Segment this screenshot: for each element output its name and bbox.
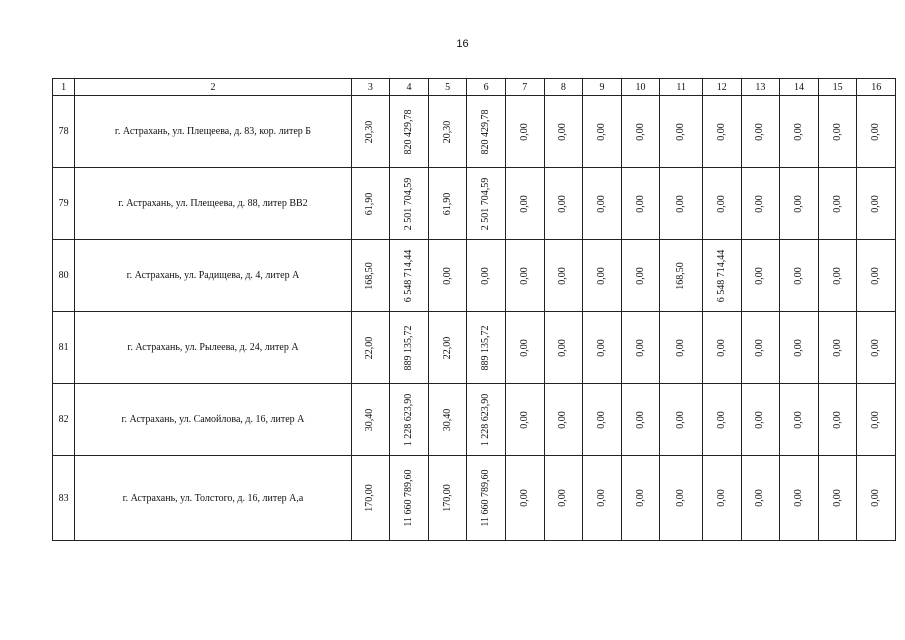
row-number: 80 bbox=[53, 240, 75, 312]
row-number: 83 bbox=[53, 456, 75, 541]
value-cell: 6 548 714,44 bbox=[715, 249, 727, 302]
column-header: 3 bbox=[351, 79, 390, 96]
value-cell: 2 501 704,59 bbox=[480, 177, 492, 230]
value-cell: 168,50 bbox=[364, 261, 376, 290]
value-cell: 0,00 bbox=[754, 266, 766, 285]
value-cell: 0,00 bbox=[595, 410, 607, 429]
value-cell: 0,00 bbox=[675, 489, 687, 507]
value-cell: 0,00 bbox=[480, 266, 492, 285]
value-cell: 0,00 bbox=[518, 266, 530, 285]
column-header: 14 bbox=[780, 79, 819, 96]
value-cell: 0,00 bbox=[675, 410, 687, 429]
page-number: 16 bbox=[456, 38, 469, 50]
value-cell: 889 135,72 bbox=[480, 325, 492, 370]
value-cell: 0,00 bbox=[754, 338, 766, 357]
value-cell: 0,00 bbox=[831, 194, 843, 213]
value-cell: 0,00 bbox=[675, 338, 687, 357]
row-number: 81 bbox=[53, 312, 75, 384]
value-cell: 0,00 bbox=[557, 122, 569, 141]
value-cell: 0,00 bbox=[870, 194, 882, 213]
value-cell: 0,00 bbox=[870, 266, 882, 285]
value-cell: 0,00 bbox=[518, 338, 530, 357]
value-cell: 0,00 bbox=[792, 410, 804, 429]
table-row bbox=[53, 240, 896, 312]
value-cell: 0,00 bbox=[595, 194, 607, 213]
value-cell: 11 660 789,60 bbox=[402, 469, 414, 527]
value-cell: 61,90 bbox=[364, 192, 376, 215]
value-cell: 0,00 bbox=[792, 489, 804, 507]
value-cell: 0,00 bbox=[831, 122, 843, 141]
value-cell: 0,00 bbox=[557, 489, 569, 507]
address-cell: г. Астрахань, ул. Плещеева, д. 88, литер ВВ2 bbox=[75, 168, 351, 240]
value-cell: 0,00 bbox=[870, 489, 882, 507]
value-cell: 0,00 bbox=[518, 489, 530, 507]
value-cell: 0,00 bbox=[634, 338, 646, 357]
value-cell: 11 660 789,60 bbox=[480, 469, 492, 527]
value-cell: 0,00 bbox=[634, 266, 646, 285]
data-table bbox=[52, 78, 896, 541]
value-cell: 170,00 bbox=[441, 484, 453, 512]
value-cell: 0,00 bbox=[595, 338, 607, 357]
value-cell: 0,00 bbox=[831, 266, 843, 285]
value-cell: 0,00 bbox=[634, 489, 646, 507]
table-row bbox=[53, 168, 896, 240]
table-row bbox=[53, 384, 896, 456]
row-number: 78 bbox=[53, 96, 75, 168]
column-header: 10 bbox=[621, 79, 660, 96]
value-cell: 0,00 bbox=[715, 338, 727, 357]
value-cell: 0,00 bbox=[595, 266, 607, 285]
value-cell: 0,00 bbox=[557, 410, 569, 429]
value-cell: 0,00 bbox=[715, 122, 727, 141]
address-cell: г. Астрахань, ул. Толстого, д. 16, литер А,а bbox=[75, 456, 351, 541]
value-cell: 0,00 bbox=[441, 266, 453, 285]
value-cell: 820 429,78 bbox=[480, 109, 492, 154]
address-cell: г. Астрахань, ул. Самойлова, д. 16, литер А bbox=[75, 384, 351, 456]
column-header: 1 bbox=[53, 79, 75, 96]
column-header: 13 bbox=[741, 79, 780, 96]
value-cell: 0,00 bbox=[754, 122, 766, 141]
table-row bbox=[53, 96, 896, 168]
table-row bbox=[53, 456, 896, 541]
value-cell: 170,00 bbox=[364, 484, 376, 512]
column-header: 6 bbox=[467, 79, 506, 96]
value-cell: 20,30 bbox=[364, 120, 376, 143]
value-cell: 0,00 bbox=[675, 122, 687, 141]
value-cell: 0,00 bbox=[792, 338, 804, 357]
value-cell: 6 548 714,44 bbox=[402, 249, 414, 302]
value-cell: 1 228 623,90 bbox=[480, 393, 492, 446]
value-cell: 0,00 bbox=[595, 122, 607, 141]
value-cell: 0,00 bbox=[557, 338, 569, 357]
column-header: 12 bbox=[703, 79, 742, 96]
value-cell: 0,00 bbox=[518, 194, 530, 213]
value-cell: 168,50 bbox=[675, 261, 687, 290]
value-cell: 0,00 bbox=[754, 410, 766, 429]
column-header: 16 bbox=[857, 79, 896, 96]
value-cell: 2 501 704,59 bbox=[402, 177, 414, 230]
value-cell: 0,00 bbox=[557, 194, 569, 213]
address-cell: г. Астрахань, ул. Плещеева, д. 83, кор. литер Б bbox=[75, 96, 351, 168]
header-row bbox=[53, 79, 896, 96]
column-header: 5 bbox=[428, 79, 467, 96]
value-cell: 0,00 bbox=[792, 122, 804, 141]
value-cell: 0,00 bbox=[675, 194, 687, 213]
column-header: 8 bbox=[544, 79, 583, 96]
value-cell: 0,00 bbox=[870, 338, 882, 357]
value-cell: 0,00 bbox=[754, 194, 766, 213]
value-cell: 0,00 bbox=[595, 489, 607, 507]
value-cell: 889 135,72 bbox=[402, 325, 414, 370]
column-header: 4 bbox=[390, 79, 429, 96]
column-header: 2 bbox=[75, 79, 351, 96]
value-cell: 0,00 bbox=[715, 194, 727, 213]
column-header: 11 bbox=[660, 79, 703, 96]
value-cell: 0,00 bbox=[754, 489, 766, 507]
value-cell: 30,40 bbox=[364, 408, 376, 431]
value-cell: 0,00 bbox=[831, 410, 843, 429]
value-cell: 22,00 bbox=[364, 336, 376, 359]
value-cell: 0,00 bbox=[518, 410, 530, 429]
value-cell: 0,00 bbox=[557, 266, 569, 285]
value-cell: 0,00 bbox=[831, 338, 843, 357]
value-cell: 820 429,78 bbox=[402, 109, 414, 154]
value-cell: 0,00 bbox=[792, 194, 804, 213]
value-cell: 0,00 bbox=[831, 489, 843, 507]
column-header: 7 bbox=[505, 79, 544, 96]
value-cell: 0,00 bbox=[634, 194, 646, 213]
value-cell: 1 228 623,90 bbox=[402, 393, 414, 446]
value-cell: 61,90 bbox=[441, 192, 453, 215]
value-cell: 0,00 bbox=[792, 266, 804, 285]
row-number: 82 bbox=[53, 384, 75, 456]
address-cell: г. Астрахань, ул. Радищева, д. 4, литер А bbox=[75, 240, 351, 312]
value-cell: 0,00 bbox=[870, 122, 882, 141]
column-header: 9 bbox=[583, 79, 622, 96]
value-cell: 0,00 bbox=[715, 489, 727, 507]
value-cell: 0,00 bbox=[634, 410, 646, 429]
table-row bbox=[53, 312, 896, 384]
value-cell: 30,40 bbox=[441, 408, 453, 431]
value-cell: 0,00 bbox=[715, 410, 727, 429]
row-number: 79 bbox=[53, 168, 75, 240]
value-cell: 0,00 bbox=[518, 122, 530, 141]
value-cell: 22,00 bbox=[441, 336, 453, 359]
value-cell: 0,00 bbox=[634, 122, 646, 141]
value-cell: 20,30 bbox=[441, 120, 453, 143]
value-cell: 0,00 bbox=[870, 410, 882, 429]
column-header: 15 bbox=[818, 79, 857, 96]
address-cell: г. Астрахань, ул. Рылеева, д. 24, литер А bbox=[75, 312, 351, 384]
